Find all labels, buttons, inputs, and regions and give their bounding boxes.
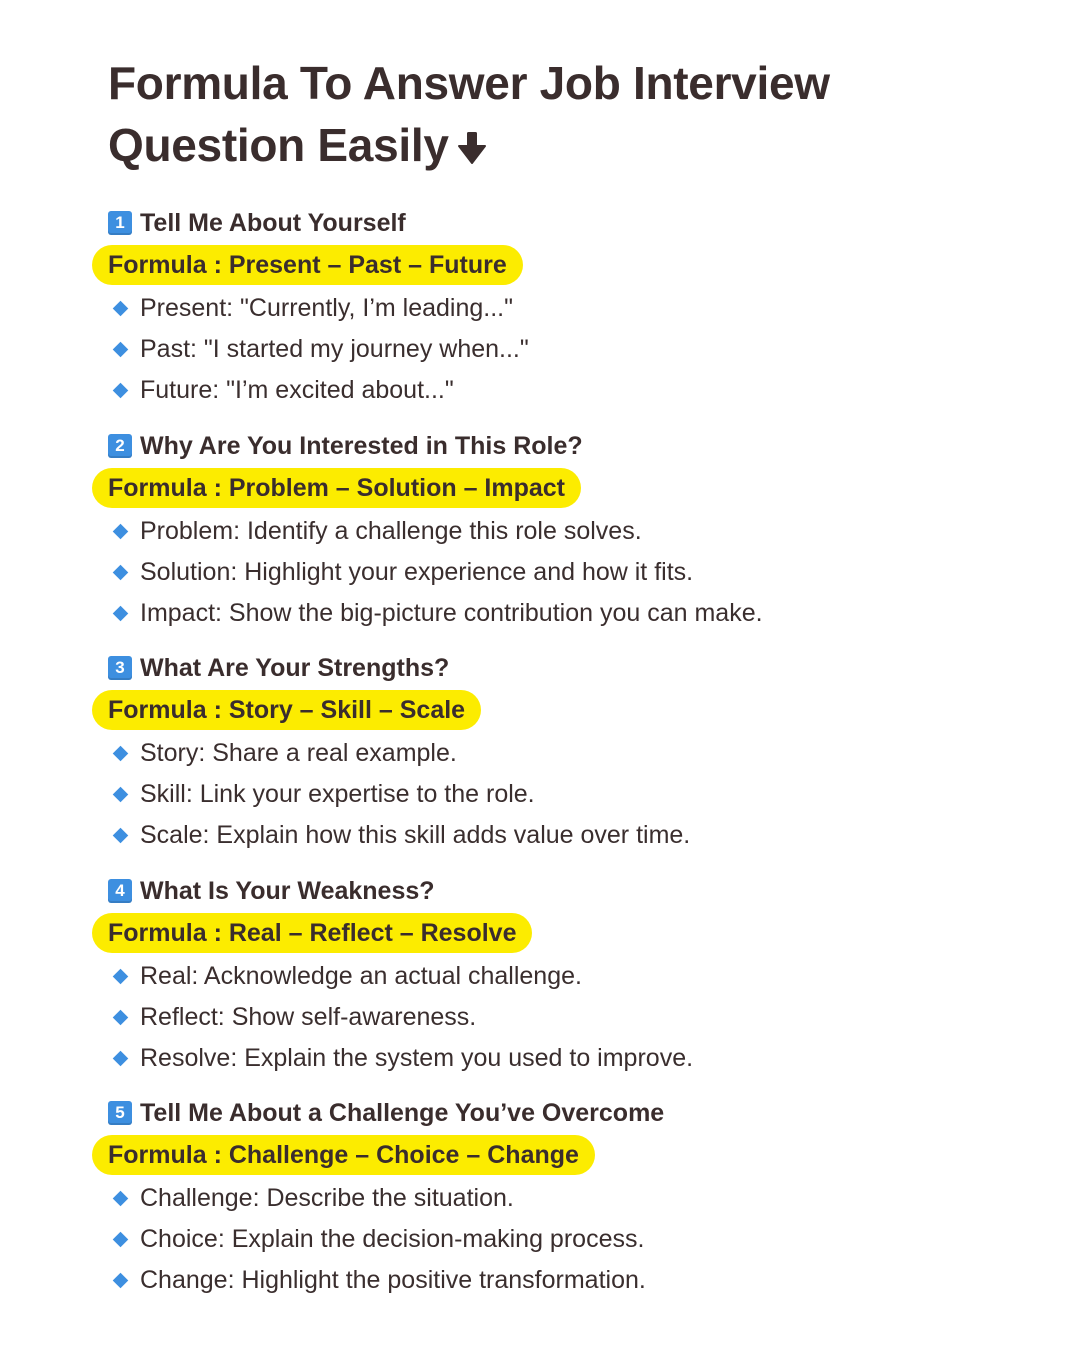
list-item-text: Present: "Currently, I’m leading..." [140, 294, 513, 322]
blue-diamond-icon [113, 969, 129, 985]
list-item-text: Challenge: Describe the situation. [140, 1184, 514, 1212]
list-item [112, 288, 1012, 329]
bullet-list [92, 733, 1012, 856]
question-heading: Tell Me About Yourself [140, 208, 406, 237]
down-arrow-icon [457, 131, 487, 165]
section-2 [92, 431, 1012, 634]
list-item-text: Past: "I started my journey when..." [140, 335, 529, 363]
list-item [112, 370, 1012, 411]
question-row [92, 1098, 1012, 1128]
question-heading: What Is Your Weakness? [140, 876, 435, 905]
list-item [112, 593, 1012, 634]
list-item [112, 956, 1012, 997]
blue-diamond-icon [113, 524, 129, 540]
list-item [112, 552, 1012, 593]
list-item-text: Change: Highlight the positive transformation. [140, 1266, 646, 1294]
formula-highlight: Formula : Challenge – Choice – Change [92, 1135, 595, 1175]
list-item-text: Future: "I’m excited about..." [140, 376, 454, 404]
number-1-badge: 1 [108, 211, 132, 235]
question-row [92, 431, 1012, 461]
section-1 [92, 208, 1012, 411]
question-heading: What Are Your Strengths? [140, 653, 450, 682]
page-title [108, 52, 968, 176]
list-item [112, 1260, 1012, 1301]
blue-diamond-icon [113, 301, 129, 317]
number-2-badge: 2 [108, 434, 132, 458]
question-row [92, 653, 1012, 683]
list-item-text: Problem: Identify a challenge this role solves. [140, 517, 642, 545]
bullet-list [92, 511, 1012, 634]
list-item-text: Skill: Link your expertise to the role. [140, 780, 535, 808]
number-5-badge: 5 [108, 1101, 132, 1125]
blue-diamond-icon [113, 1232, 129, 1248]
list-item-text: Solution: Highlight your experience and how it fits. [140, 558, 694, 586]
title-line-2: Question Easily [108, 119, 449, 171]
list-item [112, 774, 1012, 815]
list-item [112, 511, 1012, 552]
list-item-text: Story: Share a real example. [140, 739, 457, 767]
blue-diamond-icon [113, 787, 129, 803]
list-item [112, 997, 1012, 1038]
question-row [92, 876, 1012, 906]
blue-diamond-icon [113, 342, 129, 358]
blue-diamond-icon [113, 606, 129, 622]
list-item [112, 733, 1012, 774]
bullet-list [92, 956, 1012, 1079]
list-item [112, 1038, 1012, 1079]
list-item-text: Real: Acknowledge an actual challenge. [140, 962, 582, 990]
blue-diamond-icon [113, 1051, 129, 1067]
blue-diamond-icon [113, 565, 129, 581]
list-item [112, 1178, 1012, 1219]
question-row [92, 208, 1012, 238]
list-item-text: Reflect: Show self-awareness. [140, 1003, 477, 1031]
section-4 [92, 876, 1012, 1079]
list-item-text: Choice: Explain the decision-making process. [140, 1225, 645, 1253]
number-3-badge: 3 [108, 656, 132, 680]
list-item-text: Resolve: Explain the system you used to improve. [140, 1044, 694, 1072]
list-item [112, 815, 1012, 856]
section-3 [92, 653, 1012, 856]
formula-highlight: Formula : Present – Past – Future [92, 245, 523, 285]
formula-highlight: Formula : Real – Reflect – Resolve [92, 913, 532, 953]
section-5 [92, 1098, 1012, 1301]
bullet-list [92, 288, 1012, 411]
blue-diamond-icon [113, 828, 129, 844]
question-heading: Why Are You Interested in This Role? [140, 431, 583, 460]
question-heading: Tell Me About a Challenge You’ve Overcome [140, 1098, 665, 1127]
list-item-text: Scale: Explain how this skill adds value over time. [140, 821, 691, 849]
list-item [112, 1219, 1012, 1260]
title-line-1: Formula To Answer Job Interview [108, 57, 830, 109]
blue-diamond-icon [113, 383, 129, 399]
number-4-badge: 4 [108, 879, 132, 903]
blue-diamond-icon [113, 1010, 129, 1026]
list-item-text: Impact: Show the big-picture contribution you can make. [140, 599, 763, 627]
blue-diamond-icon [113, 1273, 129, 1289]
bullet-list [92, 1178, 1012, 1301]
formula-highlight: Formula : Story – Skill – Scale [92, 690, 481, 730]
blue-diamond-icon [113, 746, 129, 762]
list-item [112, 329, 1012, 370]
blue-diamond-icon [113, 1191, 129, 1207]
formula-highlight: Formula : Problem – Solution – Impact [92, 468, 581, 508]
